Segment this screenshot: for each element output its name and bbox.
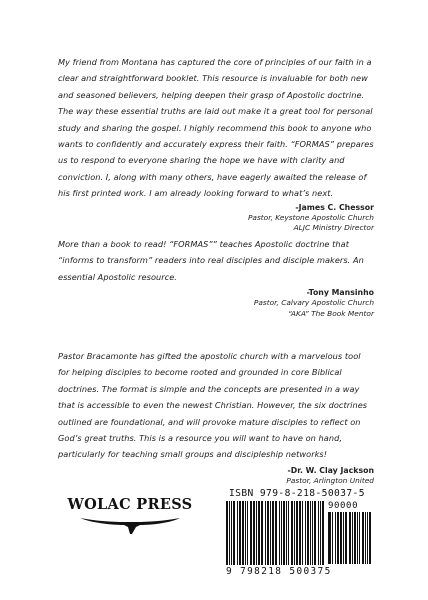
endorsement-mansinho (58, 236, 374, 319)
barcode-bars (226, 501, 326, 565)
endorser-name: -Tony Mansinho (306, 288, 374, 298)
endorser-title: Pastor, Arlington United (286, 475, 374, 485)
barcode-bar (307, 501, 309, 565)
endorser-title: Pastor, Keystone Apostolic Church (247, 212, 374, 222)
barcode-bar (245, 501, 246, 565)
barcode-bar (291, 501, 293, 565)
barcode-bar (322, 501, 324, 565)
longhorn-icon (78, 514, 182, 536)
barcode-bar (357, 512, 358, 564)
barcode-bar (337, 512, 339, 564)
barcode-bar (318, 501, 319, 565)
barcode-bar (302, 501, 303, 565)
barcode-bar (359, 512, 360, 564)
barcode-bar (369, 512, 371, 564)
barcode-bar (294, 501, 295, 565)
barcode-bar (279, 501, 280, 565)
barcode-bar (242, 501, 244, 565)
endorser-title: ALJC Ministry Director (293, 223, 374, 233)
barcode-bar (229, 501, 230, 565)
barcode-bar (310, 501, 311, 565)
endorsement-quote: More than a book to read! “FORMAS”” teaches Apostolic doctrine that “informs to transform” readers into real disciples and disciple makers. An essential Apostolic resource. (58, 239, 364, 282)
barcode-bar (312, 501, 313, 565)
endorsement-attribution (58, 465, 374, 487)
barcode-bar (286, 501, 287, 565)
barcode-bar (288, 501, 289, 565)
price-code-bars (328, 512, 372, 564)
barcode-bar (270, 501, 271, 565)
endorsement-chessor (58, 54, 374, 234)
isbn-text: ISBN 979-8-218-50037-5 (229, 488, 365, 499)
barcode-bar (283, 501, 285, 565)
barcode-bar (367, 512, 368, 564)
barcode-bar (296, 501, 298, 565)
barcode-bar (299, 501, 301, 565)
barcode-bar (239, 501, 241, 565)
publisher-name: WOLAC PRESS (67, 496, 193, 513)
barcode-bar (340, 512, 342, 564)
endorser-name: -James C. Chessor (295, 202, 374, 212)
isbn-barcode (226, 488, 374, 580)
endorser-name: -Dr. W. Clay Jackson (287, 465, 374, 475)
barcode-bar (250, 501, 252, 565)
endorser-title: Pastor, Calvary Apostolic Church (253, 298, 374, 308)
barcode-bar (272, 501, 274, 565)
price-code: 90000 (328, 501, 359, 511)
barcode-bar (320, 501, 321, 565)
barcode-bar (237, 501, 238, 565)
barcode-bar (226, 501, 228, 565)
barcode-bar (253, 501, 255, 565)
barcode-bar (258, 501, 260, 565)
barcode-bar (233, 501, 235, 565)
endorsement-jackson (58, 348, 374, 486)
barcode-bar (256, 501, 257, 565)
barcode-bar (362, 512, 364, 564)
barcode-bar (328, 512, 331, 564)
barcode-bar (305, 501, 306, 565)
endorsement-attribution (58, 287, 374, 319)
barcode-bar (365, 512, 366, 564)
barcode-bar (314, 501, 316, 565)
barcode-bar (247, 501, 248, 565)
endorsement-quote: Pastor Bracamonte has gifted the apostolic church with a marvelous tool for helping disciples to become rooted and grounded in core Biblical doctrines. The format is simple and the concepts are presented in a way that is accessible to even the newest Christian. However, the six doctrines outlined are foundational, and will provoke mature disciples to reflect on God’s great truths. This is a resource you will want to have on hand, particularly for teaching small groups and discipleship networks! (58, 351, 368, 460)
barcode-bar (349, 512, 351, 564)
barcode-bar (267, 501, 269, 565)
publisher-logo (60, 496, 200, 536)
barcode-bar (352, 512, 353, 564)
endorser-title: “AKA” The Book Mentor (287, 308, 374, 318)
endorsement-attribution (58, 202, 374, 234)
endorsement-quote: My friend from Montana has captured the core of principles of our faith in a clear and straightforward booklet. This resource is invaluable for both new and seasoned believers, helping deepen their grasp of Apostolic doctrine. The way these essential truths are laid out make it a great tool for personal study and sharing the gospel. I highly recommend this book to anyone who wants to confidently and accurately express their faith. “FORMAS” prepares us to respond to everyone sharing the hope we have with clarity and conviction. I, along with many others, have eagerly awaited the release of his first printed work. I am already looking forward to what’s next. (58, 57, 374, 199)
barcode-bar (231, 501, 232, 565)
barcode-bar (261, 501, 263, 565)
barcode-bar (345, 512, 347, 564)
barcode-bar (281, 501, 282, 565)
barcode-bar (354, 512, 356, 564)
barcode-bar (275, 501, 277, 565)
barcode-bar (265, 501, 266, 565)
barcode-bar (332, 512, 333, 564)
barcode-bar (335, 512, 336, 564)
barcode-digits: 9 798218 500375 (226, 566, 332, 577)
barcode-bar (343, 512, 344, 564)
